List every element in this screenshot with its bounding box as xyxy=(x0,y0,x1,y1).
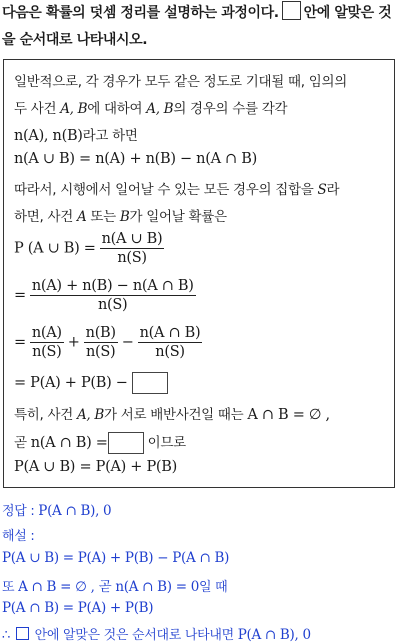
blank-square-icon xyxy=(16,627,29,640)
box-line-1: 일반적으로, 각 경우가 모두 같은 정도로 기대될 때, 임의의 xyxy=(14,74,347,90)
box-line-3: n(A), n(B)라고 하면 xyxy=(14,128,138,144)
box-line-2: 두 사건 A, B에 대하여 A, B의 경우의 수를 각각 xyxy=(14,101,288,117)
question-part2: 안에 알맞은 것을 순서대로 나타내시오. xyxy=(2,5,392,48)
box-line-7: 특히, 사건 A, B가 서로 배반사건일 때는 A ∩ B = ∅ , xyxy=(14,407,330,423)
answer-line: 정답 : P(A ∩ B), 0 xyxy=(2,503,112,519)
formula-line-4: = P(A) + P(B) − xyxy=(14,372,168,394)
box-line-6: 하면, 사건 A 또는 B가 일어날 확률은 xyxy=(14,209,227,225)
explanation-label: 해설 : xyxy=(2,529,35,544)
question-text xyxy=(2,0,398,54)
blank-square-icon xyxy=(282,1,301,20)
explanation-line-2: 또 A ∩ B = ∅ , 곧 n(A ∩ B) = 0일 때 xyxy=(2,579,228,595)
explanation-line-1: P(A ∪ B) = P(A) + P(B) − P(A ∩ B) xyxy=(2,550,230,566)
box-line-8: 곧 n(A ∩ B) = 이므로 xyxy=(14,431,186,454)
fraction: $\frac{n(A \cap B)}{n(S)}$ xyxy=(139,325,201,360)
answer-blank-1 xyxy=(132,372,168,394)
box-line-4: n(A ∪ B) = n(A) + n(B) − n(A ∩ B) xyxy=(14,151,257,167)
question-part1: 다음은 확률의 덧셈 정리를 설명하는 과정이다. xyxy=(2,5,279,21)
formula-line-3: = $\frac{n(A)}{n(S)}$ + $\frac{n(B)}{n(S)}$ − $\frac{n(A \cap B)}{n(S)}$ xyxy=(14,325,201,360)
formula-line-2: = $\frac{n(A) + n(B) - n(A \cap B)}{n(S)}$ xyxy=(14,278,194,313)
formula-line-1: P (A ∪ B) = $\frac{n(A \cup B)}{n(S)}$ xyxy=(14,231,163,266)
fraction: $\frac{n(A \cup B)}{n(S)}$ xyxy=(101,231,163,266)
explanation-line-3: P(A ∩ B) = P(A) + P(B) xyxy=(2,600,154,616)
box-line-9: P(A ∪ B) = P(A) + P(B) xyxy=(14,459,177,475)
proof-box xyxy=(3,59,395,488)
answer-blank-2 xyxy=(108,432,144,454)
fraction: $\frac{n(B)}{n(S)}$ xyxy=(85,325,116,360)
explanation-line-4: ∴ 안에 알맞은 것은 순서대로 나타내면 P(A ∩ B), 0 xyxy=(2,627,311,643)
fraction: $\frac{n(A)}{n(S)}$ xyxy=(31,325,62,360)
box-line-5: 따라서, 시행에서 일어날 수 있는 모든 경우의 집합을 S라 xyxy=(14,182,340,198)
fraction: $\frac{n(A) + n(B) - n(A \cap B)}{n(S)}$ xyxy=(31,278,194,313)
